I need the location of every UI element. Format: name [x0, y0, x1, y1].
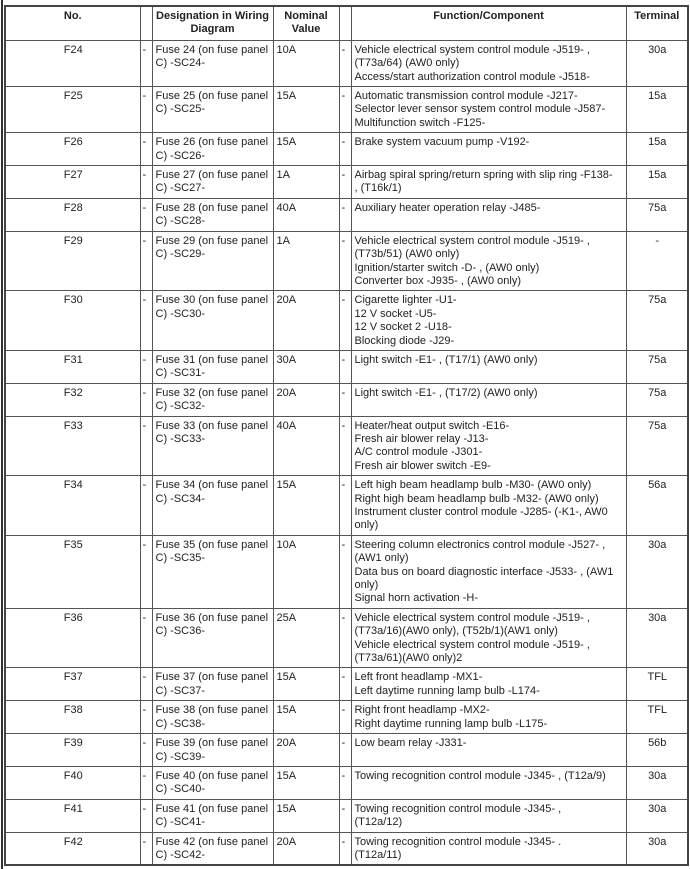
function-line: Airbag spiral spring/return spring with slip ring -F138- [354, 169, 613, 182]
dash-marker: - [140, 734, 152, 767]
nominal-value: 20A [273, 383, 339, 416]
function-line: Converter box -J935- , (AW0 only) [354, 274, 521, 287]
table-row [5, 476, 688, 536]
dash-marker: - [140, 701, 152, 734]
dash-marker: - [140, 668, 152, 701]
designation: Fuse 39 (on fuse panel C) -SC39- [152, 734, 273, 767]
function-line: Towing recognition control module -J345- , (T12a/9) [354, 769, 606, 782]
table-row [5, 231, 688, 291]
fuse-number: F24 [5, 40, 140, 86]
nominal-value: 20A [273, 832, 339, 865]
fuse-number: F28 [5, 198, 140, 231]
dash-marker: - [339, 350, 351, 383]
function-line: Blocking diode -J29- [354, 334, 455, 347]
dash-marker: - [339, 766, 351, 799]
dash-marker: - [140, 166, 152, 199]
function-line: , (T16k/1) [354, 182, 402, 195]
function-line: Vehicle electrical system control module -J519- , [354, 638, 590, 651]
terminal: 30a [626, 608, 688, 668]
dash-marker: - [339, 40, 351, 86]
function-component [351, 799, 626, 832]
dash-marker: - [140, 766, 152, 799]
function-line: Right high beam headlamp bulb -M32- (AW0 only) [354, 492, 599, 505]
function-component [351, 668, 626, 701]
function-line: 12 V socket 2 -U18- [354, 321, 452, 334]
dash-marker: - [140, 832, 152, 865]
designation: Fuse 25 (on fuse panel C) -SC25- [152, 87, 273, 133]
nominal-value: 15A [273, 133, 339, 166]
table-row [5, 40, 688, 86]
function-line: only) [354, 519, 379, 532]
dash-marker: - [339, 416, 351, 476]
dash-marker: - [140, 291, 152, 351]
table-row [5, 291, 688, 351]
nominal-value: 30A [273, 350, 339, 383]
function-line: (T12a/12) [354, 816, 403, 829]
function-line: (AW1 only) [354, 552, 409, 565]
function-component [351, 198, 626, 231]
function-line: Ignition/starter switch -D- , (AW0 only) [354, 261, 540, 274]
function-line: 12 V socket -U5- [354, 307, 437, 320]
function-component [351, 166, 626, 199]
terminal: - [626, 231, 688, 291]
nominal-value: 15A [273, 701, 339, 734]
dash-marker: - [339, 231, 351, 291]
designation: Fuse 29 (on fuse panel C) -SC29- [152, 231, 273, 291]
table-row [5, 668, 688, 701]
dash-marker: - [339, 832, 351, 865]
terminal: 75a [626, 383, 688, 416]
function-line: (T73a/61)(AW0 only)2 [354, 652, 463, 665]
terminal: 30a [626, 799, 688, 832]
table-row [5, 832, 688, 865]
nominal-value: 15A [273, 766, 339, 799]
nominal-value: 15A [273, 799, 339, 832]
function-line: Access/start authorization control module -J518- [354, 70, 590, 83]
page-edge [1, 0, 3, 869]
designation: Fuse 26 (on fuse panel C) -SC26- [152, 133, 273, 166]
table-row [5, 198, 688, 231]
dash-marker: - [140, 383, 152, 416]
nominal-value: 1A [273, 231, 339, 291]
table-row [5, 535, 688, 608]
fuse-number: F35 [5, 535, 140, 608]
function-component [351, 383, 626, 416]
function-line: Towing recognition control module -J345- . [354, 835, 562, 848]
function-line: Automatic transmission control module -J217- [354, 90, 578, 103]
designation: Fuse 41 (on fuse panel C) -SC41- [152, 799, 273, 832]
terminal: 56a [626, 476, 688, 536]
terminal: 75a [626, 198, 688, 231]
function-line: Vehicle electrical system control module -J519- , [354, 234, 590, 247]
fuse-number: F36 [5, 608, 140, 668]
nominal-value: 20A [273, 734, 339, 767]
nominal-value: 40A [273, 198, 339, 231]
function-component [351, 476, 626, 536]
fuse-number: F34 [5, 476, 140, 536]
fuse-number: F31 [5, 350, 140, 383]
designation: Fuse 27 (on fuse panel C) -SC27- [152, 166, 273, 199]
designation: Fuse 42 (on fuse panel C) -SC42- [152, 832, 273, 865]
fuse-number: F26 [5, 133, 140, 166]
fuse-number: F29 [5, 231, 140, 291]
nominal-value: 1A [273, 166, 339, 199]
function-line: Steering column electronics control module -J527- , [354, 538, 606, 551]
function-line: Towing recognition control module -J345- , [354, 802, 562, 815]
fuse-number: F37 [5, 668, 140, 701]
function-line: Vehicle electrical system control module -J519- , [354, 43, 590, 56]
terminal: 30a [626, 766, 688, 799]
header-row [5, 6, 688, 40]
dash-marker: - [140, 608, 152, 668]
header-function: Function/Component [351, 6, 626, 40]
dash-marker: - [339, 799, 351, 832]
nominal-value: 15A [273, 668, 339, 701]
function-line: Cigarette lighter -U1- [354, 294, 457, 307]
terminal: 15a [626, 166, 688, 199]
dash-marker: - [339, 383, 351, 416]
table-row [5, 734, 688, 767]
fuse-number: F38 [5, 701, 140, 734]
fuse-table [4, 5, 689, 866]
dash-marker: - [140, 40, 152, 86]
nominal-value: 15A [273, 476, 339, 536]
function-component [351, 87, 626, 133]
function-component [351, 766, 626, 799]
nominal-value: 25A [273, 608, 339, 668]
function-component [351, 133, 626, 166]
fuse-number: F25 [5, 87, 140, 133]
fuse-number: F41 [5, 799, 140, 832]
table-row [5, 416, 688, 476]
dash-marker: - [339, 701, 351, 734]
header-nominal: Nominal Value [273, 6, 339, 40]
table-row [5, 701, 688, 734]
function-line: Heater/heat output switch -E16- [354, 419, 510, 432]
dash-marker: - [339, 734, 351, 767]
function-line: Selector lever sensor system control module -J587- [354, 103, 606, 116]
nominal-value: 10A [273, 535, 339, 608]
designation: Fuse 28 (on fuse panel C) -SC28- [152, 198, 273, 231]
dash-marker: - [140, 198, 152, 231]
dash-marker: - [140, 476, 152, 536]
function-line: (T73b/51) (AW0 only) [354, 248, 460, 261]
header-terminal: Terminal [626, 6, 688, 40]
function-line: Fresh air blower relay -J13- [354, 432, 489, 445]
function-line: Light switch -E1- , (T17/1) (AW0 only) [354, 353, 538, 366]
function-component [351, 608, 626, 668]
designation: Fuse 40 (on fuse panel C) -SC40- [152, 766, 273, 799]
designation: Fuse 24 (on fuse panel C) -SC24- [152, 40, 273, 86]
function-line: Brake system vacuum pump -V192- [354, 136, 530, 149]
table-row [5, 766, 688, 799]
fuse-number: F32 [5, 383, 140, 416]
function-line: Auxiliary heater operation relay -J485- [354, 201, 541, 214]
designation: Fuse 35 (on fuse panel C) -SC35- [152, 535, 273, 608]
designation: Fuse 32 (on fuse panel C) -SC32- [152, 383, 273, 416]
dash-marker: - [339, 87, 351, 133]
terminal: TFL [626, 668, 688, 701]
function-line: Left daytime running lamp bulb -L174- [354, 684, 540, 697]
function-component [351, 734, 626, 767]
function-component [351, 350, 626, 383]
table-row [5, 799, 688, 832]
dash-marker: - [140, 350, 152, 383]
dash-marker: - [339, 668, 351, 701]
designation: Fuse 33 (on fuse panel C) -SC33- [152, 416, 273, 476]
designation: Fuse 31 (on fuse panel C) -SC31- [152, 350, 273, 383]
terminal: 75a [626, 416, 688, 476]
designation: Fuse 34 (on fuse panel C) -SC34- [152, 476, 273, 536]
table-row [5, 87, 688, 133]
function-line: Right front headlamp -MX2- [354, 704, 490, 717]
table-row [5, 608, 688, 668]
fuse-number: F42 [5, 832, 140, 865]
table-row [5, 166, 688, 199]
designation: Fuse 36 (on fuse panel C) -SC36- [152, 608, 273, 668]
function-component [351, 416, 626, 476]
terminal: 30a [626, 832, 688, 865]
function-component [351, 832, 626, 865]
fuse-number: F40 [5, 766, 140, 799]
dash-marker: - [339, 535, 351, 608]
terminal: 15a [626, 133, 688, 166]
function-component [351, 701, 626, 734]
dash-marker: - [339, 166, 351, 199]
terminal: TFL [626, 701, 688, 734]
nominal-value: 15A [273, 87, 339, 133]
header-designation: Designation in Wiring Diagram [152, 6, 273, 40]
terminal: 30a [626, 535, 688, 608]
dash-marker: - [339, 198, 351, 231]
function-line: Left front headlamp -MX1- [354, 671, 483, 684]
designation: Fuse 37 (on fuse panel C) -SC37- [152, 668, 273, 701]
function-line: (T73a/16)(AW0 only), (T52b/1)(AW1 only) [354, 625, 558, 638]
function-line: A/C control module -J301- [354, 446, 483, 459]
table-row [5, 133, 688, 166]
header-spacer [339, 6, 351, 40]
designation: Fuse 38 (on fuse panel C) -SC38- [152, 701, 273, 734]
function-line: (T73a/64) (AW0 only) [354, 57, 460, 70]
terminal: 56b [626, 734, 688, 767]
dash-marker: - [140, 799, 152, 832]
table-row [5, 383, 688, 416]
dash-marker: - [140, 416, 152, 476]
designation: Fuse 30 (on fuse panel C) -SC30- [152, 291, 273, 351]
function-line: Instrument cluster control module -J285- (-K1-, AW0 [354, 506, 608, 518]
dash-marker: - [140, 535, 152, 608]
function-line: Right daytime running lamp bulb -L175- [354, 717, 548, 730]
function-line: Signal horn activation -H- [354, 592, 479, 605]
table-row [5, 350, 688, 383]
function-line: (T12a/11) [354, 848, 402, 861]
nominal-value: 20A [273, 291, 339, 351]
function-component [351, 40, 626, 86]
fuse-number: F27 [5, 166, 140, 199]
function-line: Data bus on board diagnostic interface -J533- , (AW1 [354, 565, 614, 578]
function-line: only) [354, 579, 379, 592]
header-spacer [140, 6, 152, 40]
function-component [351, 291, 626, 351]
dash-marker: - [140, 133, 152, 166]
dash-marker: - [140, 231, 152, 291]
dash-marker: - [339, 133, 351, 166]
dash-marker: - [140, 87, 152, 133]
dash-marker: - [339, 608, 351, 668]
fuse-number: F39 [5, 734, 140, 767]
terminal: 15a [626, 87, 688, 133]
terminal: 75a [626, 350, 688, 383]
nominal-value: 40A [273, 416, 339, 476]
function-line: Vehicle electrical system control module -J519- , [354, 611, 590, 624]
dash-marker: - [339, 476, 351, 536]
fuse-number: F30 [5, 291, 140, 351]
function-line: Fresh air blower switch -E9- [354, 459, 491, 472]
function-line: Multifunction switch -F125- [354, 116, 486, 129]
terminal: 75a [626, 291, 688, 351]
header-no: No. [5, 6, 140, 40]
dash-marker: - [339, 291, 351, 351]
function-component [351, 231, 626, 291]
fuse-number: F33 [5, 416, 140, 476]
function-line: Left high beam headlamp bulb -M30- (AW0 only) [354, 479, 592, 492]
terminal: 30a [626, 40, 688, 86]
function-line: Low beam relay -J331- [354, 737, 467, 750]
function-component [351, 535, 626, 608]
function-line: Light switch -E1- , (T17/2) (AW0 only) [354, 386, 538, 399]
nominal-value: 10A [273, 40, 339, 86]
